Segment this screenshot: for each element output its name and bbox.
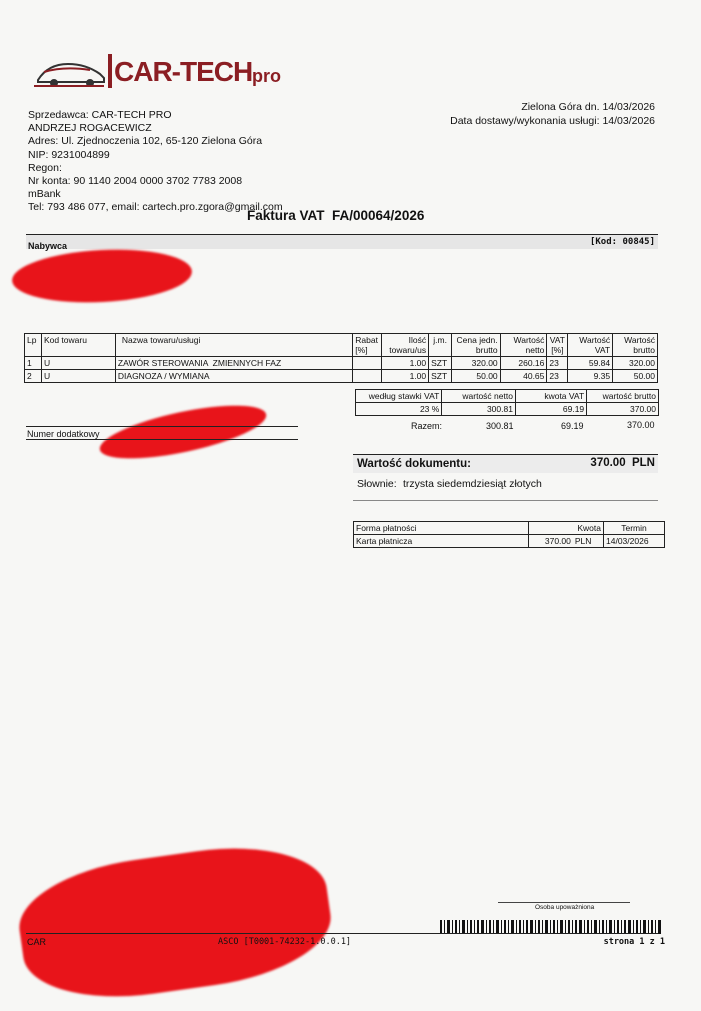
cell-code: U (41, 370, 115, 383)
logo (34, 52, 294, 96)
payment-header-row (354, 522, 665, 535)
vat-header-row (356, 390, 659, 403)
cell-vat: 59.84 (568, 357, 613, 370)
seller-line: Adres: Ul. Zjednoczenia 102, 65-120 Zielona Góra (28, 135, 263, 148)
doc-value-label: Wartość dokumentu: (357, 458, 471, 470)
col-price: Cena jedn. brutto (452, 334, 501, 357)
cell-net: 260.16 (500, 357, 547, 370)
vat-col-net: wartość netto (442, 390, 516, 403)
payment-col-term: Termin (604, 522, 665, 535)
signature-line (498, 902, 630, 903)
col-unit: j.m. (429, 334, 452, 357)
cell-gross: 50.00 (613, 370, 658, 383)
cell-name: ZAWÓR STEROWANIA ZMIENNYCH FAZ (115, 357, 352, 370)
vat-rate-value: 23 % (356, 403, 442, 416)
col-lp: Lp (25, 334, 42, 357)
vat-summary-table (355, 389, 659, 416)
redaction (11, 245, 193, 306)
cell-qty: 1.00 (382, 370, 429, 383)
cell-net: 40.65 (500, 370, 547, 383)
cell-lp: 1 (25, 357, 42, 370)
cell-unit: SZT (429, 370, 452, 383)
items-header-row (25, 334, 658, 357)
extra-number-label: Numer dodatkowy (27, 429, 100, 439)
seller-line: Nr konta: 90 1140 2004 0000 3702 7783 2008 (28, 175, 243, 188)
logo-brand: CAR-TECH (114, 56, 253, 87)
signature-label: Osoba upoważniona (535, 904, 595, 911)
cell-qty: 1.00 (382, 357, 429, 370)
divider (26, 439, 298, 440)
cell-vat: 9.35 (568, 370, 613, 383)
cell-price: 320.00 (452, 357, 501, 370)
col-net: Wartość netto (500, 334, 547, 357)
col-code: Kod towaru (41, 334, 115, 357)
total-net: 300.81 (486, 421, 514, 431)
total-gross: 370.00 (627, 420, 655, 430)
payment-form-value: Karta płatnicza (354, 535, 529, 548)
page-info: strona 1 z 1 (603, 937, 665, 947)
seller-line: Tel: 793 486 077, email: cartech.pro.zgora@gmail.com (28, 201, 283, 214)
car-logo-icon (34, 54, 108, 94)
vat-col-vat: kwota VAT (515, 390, 586, 403)
vat-amount-value: 69.19 (515, 403, 586, 416)
redaction (12, 834, 338, 1011)
payment-currency: PLN (573, 535, 604, 548)
payment-term-value: 14/03/2026 (604, 535, 665, 548)
col-vat-rate: VAT [%] (547, 334, 568, 357)
delivery-date: Data dostawy/wykonania usługi: 14/03/2026 (450, 115, 655, 127)
logo-suffix: pro (252, 66, 281, 86)
cell-vat-rate: 23 (547, 370, 568, 383)
cell-name: DIAGNOZA / WYMIANA (115, 370, 352, 383)
divider (26, 426, 298, 427)
cell-discount (353, 370, 382, 383)
table-row (25, 357, 658, 370)
footer-code: ASCO [T0001-74232-1.0.0.1] (218, 937, 352, 947)
payment-col-amount: Kwota (529, 522, 604, 535)
cell-unit: SZT (429, 357, 452, 370)
payment-amount-value: 370.00 (529, 535, 573, 548)
table-row (356, 403, 659, 416)
seller-line: Sprzedawca: CAR-TECH PRO (28, 109, 172, 121)
seller-block (28, 109, 283, 215)
buyer-label: Nabywca (28, 241, 68, 251)
col-discount: Rabat [%] (353, 334, 382, 357)
place-date: Zielona Góra dn. 14/03/2026 (521, 101, 655, 113)
vat-col-rate: według stawki VAT (356, 390, 442, 403)
items-table (24, 333, 658, 383)
vat-net-value: 300.81 (442, 403, 516, 416)
words-label: Słownie: (357, 478, 397, 490)
doc-value: 370.00 PLN (590, 457, 655, 469)
cell-code: U (41, 357, 115, 370)
footer-divider (26, 933, 658, 934)
document-title: Faktura VAT FA/00064/2026 (247, 208, 425, 223)
table-row (25, 370, 658, 383)
words-value: trzysta siedemdziesiąt złotych (403, 478, 542, 490)
col-name: Nazwa towaru/usługi (115, 334, 352, 357)
seller-line: NIP: 9231004899 (28, 148, 110, 161)
col-vat: Wartość VAT (568, 334, 613, 357)
redaction (96, 395, 271, 469)
barcode-icon (440, 920, 662, 934)
divider (353, 500, 658, 501)
buyer-bar (26, 234, 658, 249)
payment-table (353, 521, 665, 548)
vat-gross-value: 370.00 (587, 403, 659, 416)
col-gross: Wartość brutto (613, 334, 658, 357)
seller-line: Regon: (28, 161, 62, 174)
buyer-code: [Kod: 00845] (589, 237, 655, 247)
cell-price: 50.00 (452, 370, 501, 383)
cell-vat-rate: 23 (547, 357, 568, 370)
vat-col-gross: wartość brutto (587, 390, 659, 403)
cell-gross: 320.00 (613, 357, 658, 370)
total-vat: 69.19 (561, 421, 584, 431)
payment-col-form: Forma płatności (354, 522, 529, 535)
table-row (354, 535, 665, 548)
seller-line: ANDRZEJ ROGACEWICZ (28, 122, 152, 135)
col-qty: Ilość towaru/us (382, 334, 429, 357)
seller-line: mBank (28, 188, 61, 201)
footer-left: CAR (27, 937, 47, 947)
total-label: Razem: (411, 421, 443, 431)
cell-lp: 2 (25, 370, 42, 383)
cell-discount (353, 357, 382, 370)
